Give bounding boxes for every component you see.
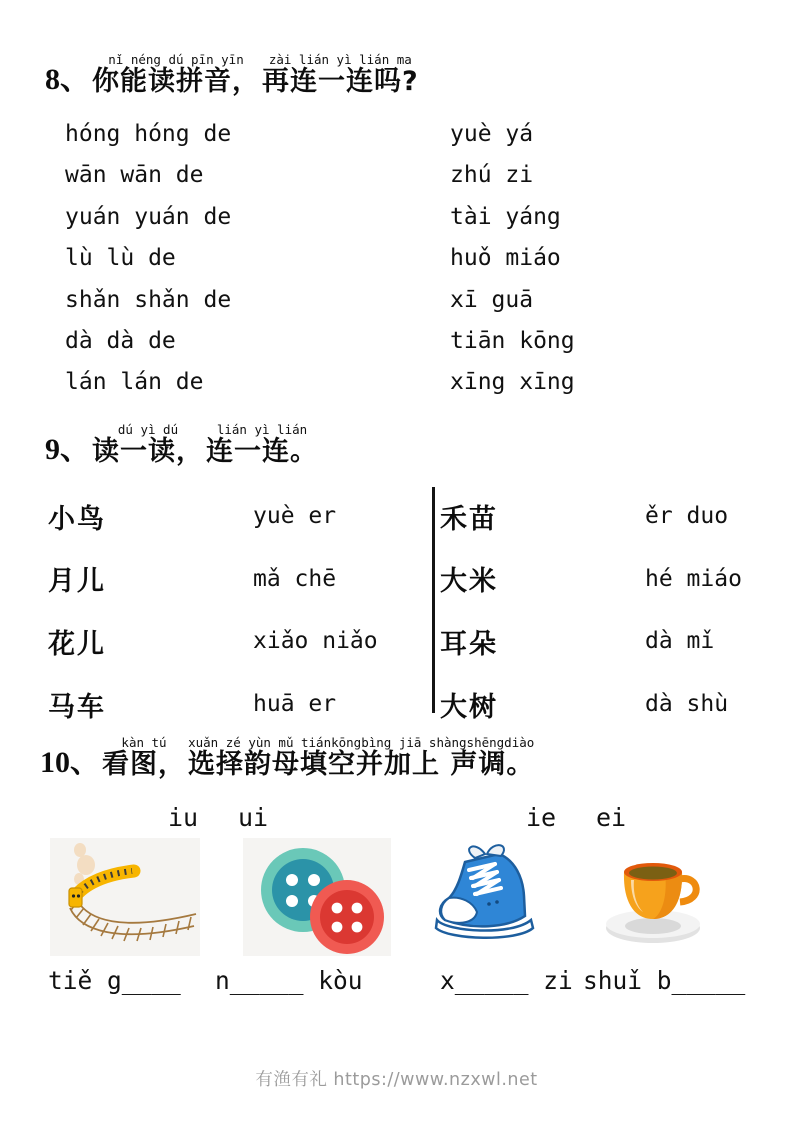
match-row — [440, 610, 742, 673]
pinyin-word: xiǎo niǎo — [253, 628, 378, 655]
fill-blank-tiegui: tiě g____ — [48, 966, 181, 995]
teacup-image — [597, 838, 712, 956]
fill-blank-niukou: n_____ kòu — [215, 966, 363, 995]
pinyin-phrase: lán lán de — [65, 369, 204, 396]
buttons-image — [243, 838, 391, 956]
final-option-ui: ui — [238, 803, 269, 832]
section8-heading — [45, 53, 419, 97]
pinyin-word: ěr duo — [645, 503, 729, 530]
section10-title-hanzi2: 选择韵母填空并加上 声调。 — [188, 749, 535, 780]
hanzi-word: 小鸟 — [48, 503, 106, 535]
hanzi-word: 禾苗 — [440, 503, 498, 535]
section10-title-seg1 — [102, 736, 186, 780]
hanzi-word: 耳朵 — [440, 628, 498, 660]
section8-right-column — [450, 114, 575, 404]
section10-number: 10、 — [40, 746, 100, 779]
section9-title-pinyin1: dú yì dú — [117, 422, 179, 437]
hanzi-word: 花儿 — [48, 628, 106, 660]
pinyin-word: huā er — [253, 691, 337, 718]
buttons-illustration — [243, 838, 391, 956]
section9-group1 — [48, 485, 378, 735]
pinyin-phrase: zhú zi — [450, 162, 534, 189]
pinyin-phrase: shǎn shǎn de — [65, 286, 232, 313]
final-option-ie: ie — [526, 803, 557, 832]
hanzi-word: 马车 — [48, 691, 106, 723]
pinyin-phrase: huǒ miáo — [450, 245, 561, 272]
pinyin-phrase: tiān kōng — [450, 327, 575, 354]
section9-title-pinyin2: lián yì lián — [216, 422, 308, 437]
pinyin-phrase: xī guā — [450, 286, 534, 313]
match-row — [48, 610, 378, 673]
match-row — [440, 673, 742, 736]
footer-watermark: 有渔有礼 https://www.nzxwl.net — [255, 1070, 538, 1090]
section10-title-hanzi1: 看图， — [102, 749, 186, 780]
match-row — [48, 485, 378, 548]
section9-heading — [45, 423, 318, 467]
pinyin-phrase: lù lù de — [65, 245, 176, 272]
match-row — [48, 548, 378, 611]
section10-title-pinyin1: kàn tú — [121, 735, 167, 750]
fill-blank-xiezi: x_____ zi — [440, 966, 573, 995]
section9-title-hanzi2: 连一连。 — [206, 436, 318, 467]
sneaker-illustration — [427, 838, 543, 956]
pinyin-phrase: xīng xīng — [450, 369, 575, 396]
match-row — [440, 548, 742, 611]
vertical-divider — [432, 487, 435, 713]
section8-title-seg2 — [262, 53, 419, 97]
train-track-image — [50, 838, 200, 956]
pinyin-phrase: dà dà de — [65, 327, 176, 354]
section9-number: 9、 — [45, 433, 90, 466]
section8-left-column — [65, 114, 231, 404]
pinyin-phrase: tài yáng — [450, 203, 561, 230]
section8-title-pinyin2: zài lián yì lián ma — [268, 52, 412, 67]
shoe-image — [427, 838, 543, 956]
section9-title-seg1 — [92, 423, 204, 467]
hanzi-word: 大米 — [440, 566, 498, 598]
train-track-illustration — [50, 838, 200, 956]
pinyin-phrase: hóng hóng de — [65, 121, 232, 147]
section8-title-hanzi1: 你能读拼音， — [92, 66, 260, 97]
section10-title-pinyin2: xuǎn zé yùn mǔ tiánkōngbìng jiā shàngshēngdiào — [188, 735, 535, 750]
section8-title-hanzi2: 再连一连吗? — [262, 66, 419, 97]
section8-title-pinyin1: nǐ néng dú pīn yīn — [108, 52, 244, 67]
fill-blank-shuibei: shuǐ b_____ — [583, 966, 746, 995]
final-option-ei: ei — [596, 803, 627, 832]
pinyin-phrase: wān wān de — [65, 162, 204, 189]
match-row — [440, 485, 742, 548]
pinyin-word: dà mǐ — [645, 628, 715, 655]
final-option-iu: iu — [168, 803, 199, 832]
section8-number: 8、 — [45, 63, 90, 96]
pinyin-phrase: yuè yá — [450, 121, 534, 147]
hanzi-word: 月儿 — [48, 566, 106, 598]
hanzi-word: 大树 — [440, 691, 498, 723]
section9-group2 — [440, 485, 742, 735]
pinyin-phrase: yuán yuán de — [65, 203, 232, 230]
pinyin-word: yuè er — [253, 503, 337, 530]
match-row — [48, 673, 378, 736]
teacup-illustration — [597, 838, 712, 956]
section9-title-hanzi1: 读一读， — [92, 436, 204, 467]
section8-title-seg1 — [92, 53, 260, 97]
section10-heading — [40, 736, 534, 780]
pinyin-word: dà shù — [645, 691, 729, 718]
pinyin-word: mǎ chē — [253, 565, 337, 592]
section10-title-seg2 — [188, 736, 534, 780]
pinyin-word: hé miáo — [645, 565, 742, 592]
section9-title-seg2 — [206, 423, 318, 467]
